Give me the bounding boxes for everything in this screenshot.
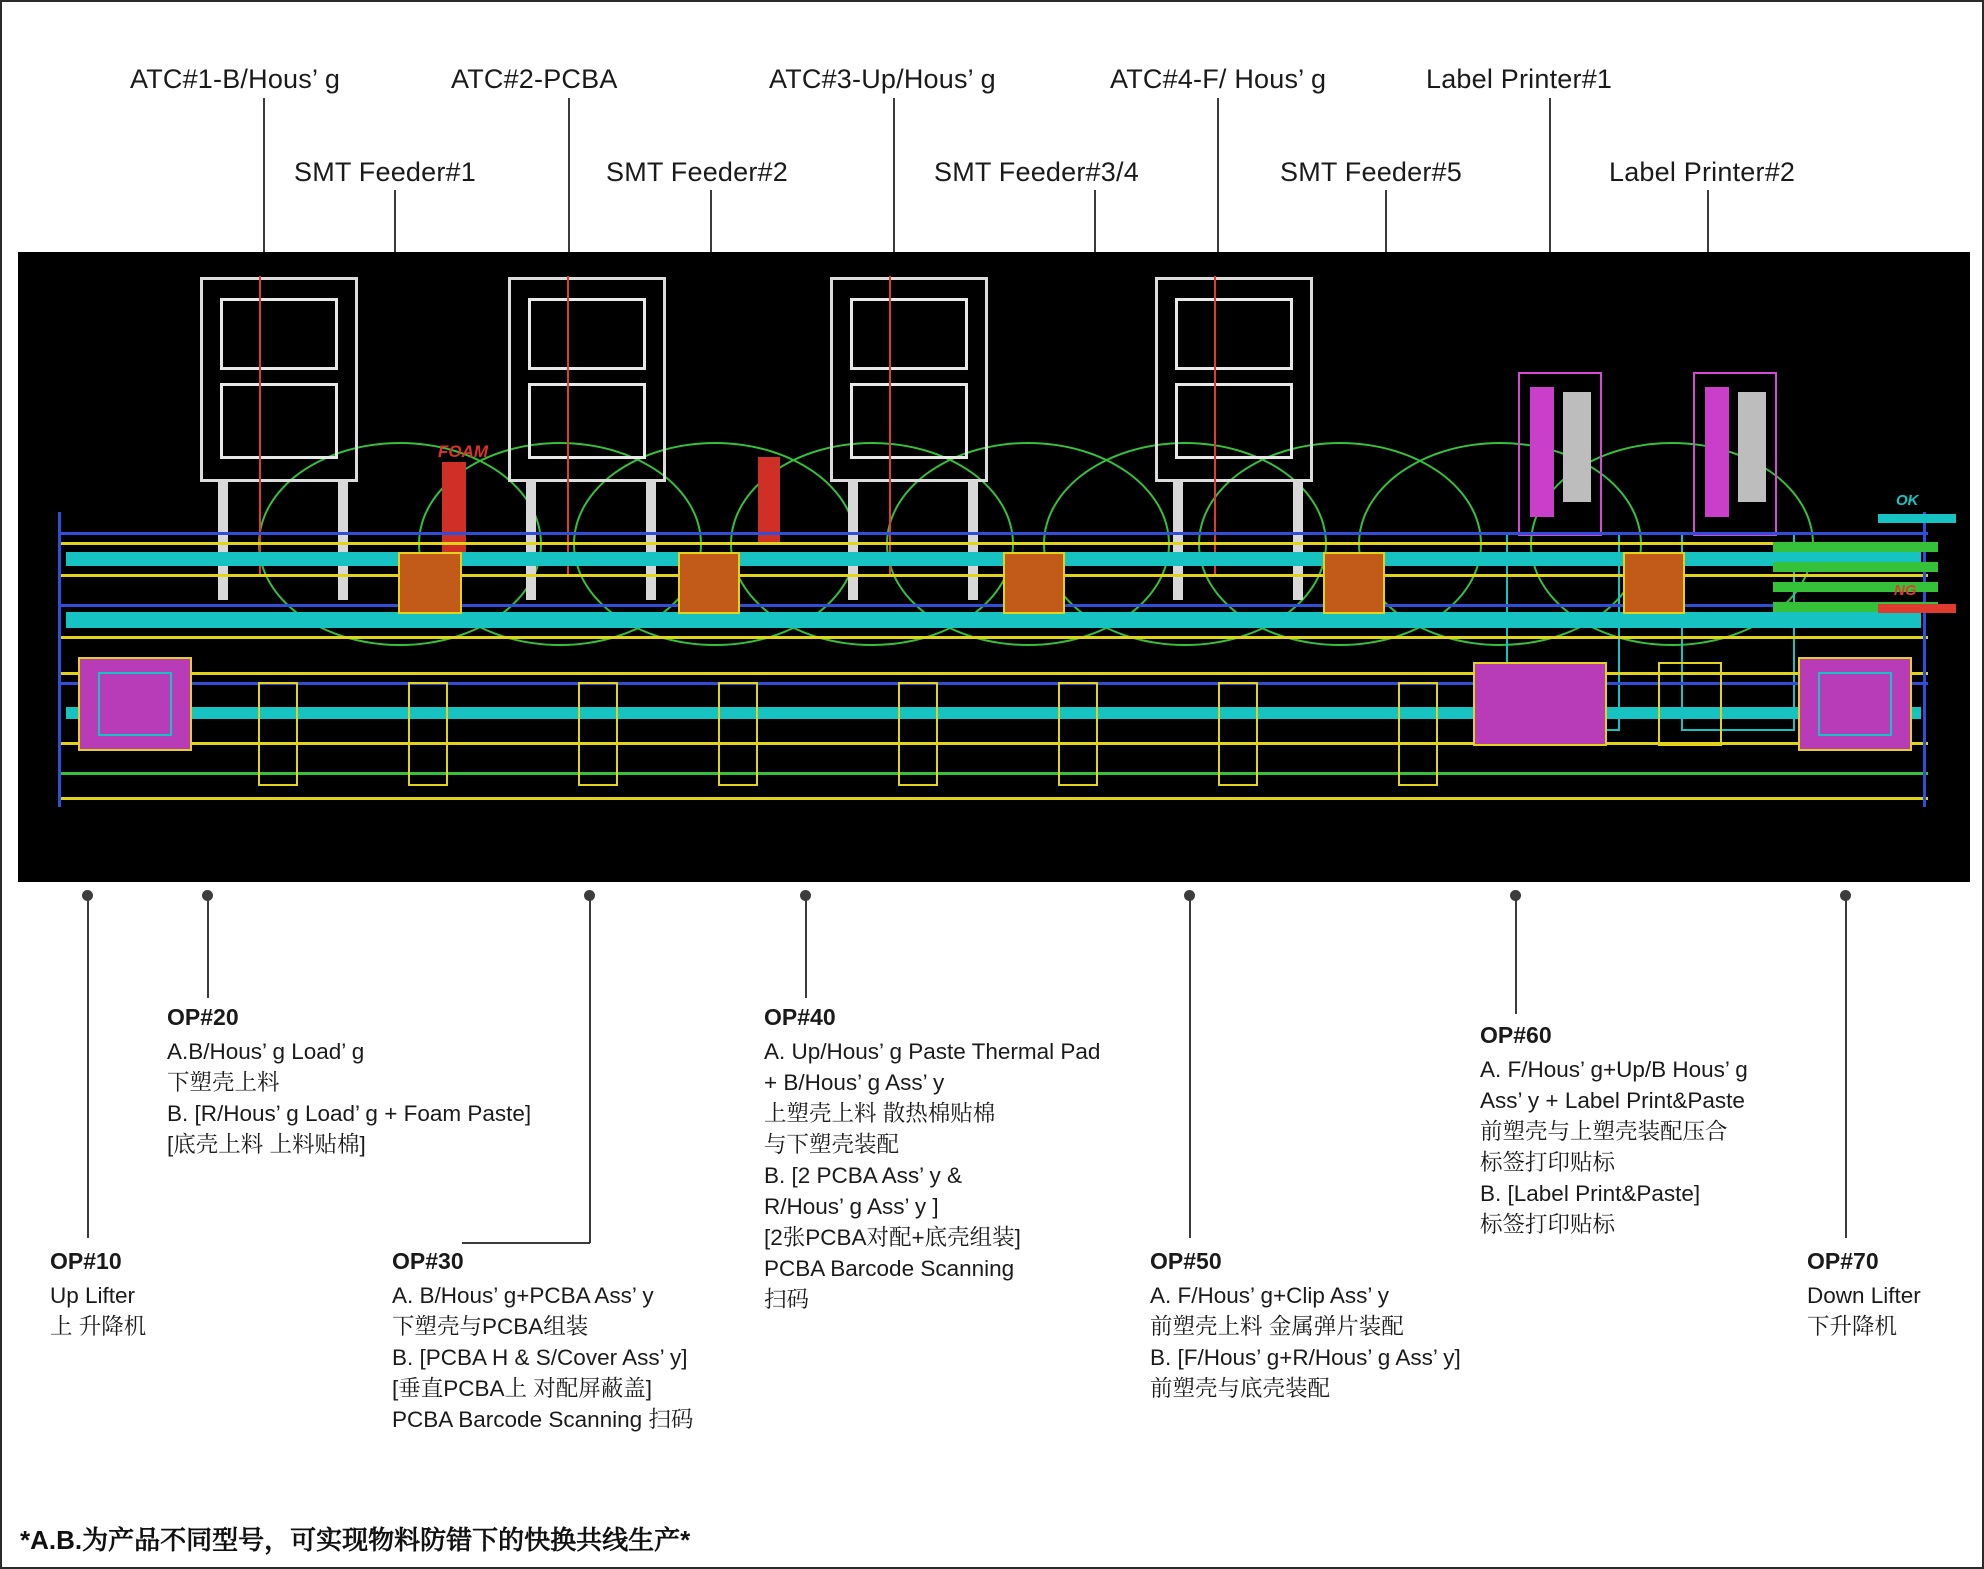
op60-line-1: Ass’ y + Label Print&Paste — [1480, 1088, 1745, 1113]
op40-line-8: 扫码 — [764, 1287, 810, 1312]
conveyor-rail-yellow-4 — [58, 672, 1928, 675]
op60-line-2: 前塑壳与上塑壳装配压合 — [1480, 1119, 1728, 1144]
station-lifter-up-inner — [98, 672, 172, 736]
op50-line-1: 前塑壳上料 金属弹片装配 — [1150, 1314, 1404, 1339]
op-block-op50 — [1150, 1246, 1600, 1404]
foam-chute-1 — [442, 462, 466, 552]
module-detail-3 — [578, 682, 618, 786]
op20-line-0: A.B/Hous’ g Load’ g — [167, 1039, 365, 1064]
op30-line-3: [垂直PCBA上 对配屏蔽盖] — [392, 1376, 653, 1401]
station-label-applicator-2 — [1658, 662, 1722, 746]
label-label-printer-1: Label Printer#1 — [1426, 64, 1613, 94]
op10-line-1: 上 升降机 — [50, 1314, 147, 1339]
label-smt-feeder-34: SMT Feeder#3/4 — [934, 157, 1139, 187]
op30-line-2: B. [PCBA H & S/Cover Ass’ y] — [392, 1345, 688, 1370]
ok-arrow-icon — [1878, 514, 1956, 523]
conveyor-rail-top — [58, 532, 1928, 535]
station-lifter-down-inner — [1818, 672, 1892, 736]
op40-line-2: 上塑壳上料 散热棉贴棉 — [764, 1101, 996, 1126]
op70-line-0: Down Lifter — [1807, 1283, 1921, 1308]
station-fixture-5 — [1623, 552, 1685, 614]
station-fixture-1 — [398, 552, 462, 614]
atc-leg-4a — [1173, 480, 1183, 600]
label-label-printer-2: Label Printer#2 — [1609, 157, 1796, 187]
op20-line-3: [底壳上料 上料贴棉] — [167, 1132, 366, 1157]
module-detail-1 — [258, 682, 298, 786]
module-detail-5 — [898, 682, 938, 786]
op60-line-4: B. [Label Print&Paste] — [1480, 1181, 1701, 1206]
conveyor-rail-yellow-3 — [58, 636, 1928, 639]
op60-line-3: 标签打印贴标 — [1480, 1150, 1616, 1175]
atc-leg-3b — [968, 480, 978, 600]
op60-title: OP#60 — [1480, 1022, 1552, 1048]
op40-line-1: + B/Hous’ g Ass’ y — [764, 1070, 945, 1095]
op40-line-4: B. [2 PCBA Ass’ y & — [764, 1163, 962, 1188]
op-block-op30 — [392, 1246, 812, 1435]
atc-leg-2a — [526, 480, 536, 600]
ng-arrow-icon — [1878, 604, 1956, 613]
label-printer-core-1 — [1530, 387, 1554, 517]
station-label-applicator-1 — [1473, 662, 1607, 746]
label-smt-feeder-1: SMT Feeder#1 — [294, 157, 476, 187]
module-detail-4 — [718, 682, 758, 786]
foam-label: FOAM — [438, 442, 489, 461]
op60-line-0: A. F/Hous’ g+Up/B Hous’ g — [1480, 1057, 1748, 1082]
station-fixture-4 — [1323, 552, 1385, 614]
conveyor-belt-main — [66, 612, 1921, 628]
module-detail-6 — [1058, 682, 1098, 786]
label-smt-feeder-5: SMT Feeder#5 — [1280, 157, 1462, 187]
foam-chute-2 — [758, 457, 780, 542]
leader-atc4 — [1217, 98, 1219, 270]
leader-atc1 — [263, 98, 265, 270]
op40-line-5: R/Hous’ g Ass’ y ] — [764, 1194, 939, 1219]
op-block-op70 — [1807, 1246, 1984, 1342]
atc-leg-1a — [218, 480, 228, 600]
leader-op20 — [207, 898, 209, 998]
atc-frame-2 — [508, 277, 666, 482]
leader-atc3 — [893, 98, 895, 270]
op30-line-4: PCBA Barcode Scanning 扫码 — [392, 1407, 694, 1432]
atc-frame-3 — [830, 277, 988, 482]
op10-line-0: Up Lifter — [50, 1283, 136, 1308]
atc-leg-1b — [338, 480, 348, 600]
leader-atc2 — [568, 98, 570, 270]
station-fixture-3 — [1003, 552, 1065, 614]
module-detail-8 — [1398, 682, 1438, 786]
atc-leg-3a — [848, 480, 858, 600]
outfeed-belt-1 — [1773, 542, 1938, 552]
module-detail-7 — [1218, 682, 1258, 786]
leader-op30-h — [462, 1242, 590, 1244]
op40-line-0: A. Up/Hous’ g Paste Thermal Pad — [764, 1039, 1101, 1064]
station-fixture-2 — [678, 552, 740, 614]
op70-title: OP#70 — [1807, 1248, 1879, 1274]
label-atc3: ATC#3-Up/Hous’ g — [769, 64, 996, 94]
label-printer-panel-1 — [1563, 392, 1591, 502]
op50-line-0: A. F/Hous’ g+Clip Ass’ y — [1150, 1283, 1390, 1308]
op60-line-5: 标签打印贴标 — [1480, 1212, 1616, 1237]
atc-frame-1 — [200, 277, 358, 482]
label-smt-feeder-2: SMT Feeder#2 — [606, 157, 788, 187]
atc-leg-2b — [646, 480, 656, 600]
op70-line-1: 下升降机 — [1807, 1314, 1898, 1339]
frame-right-post — [1923, 512, 1926, 807]
op-block-op60 — [1480, 1020, 1900, 1240]
footnote: *A.B.为产品不同型号，可实现物料防错下的快换共线生产* — [20, 1525, 691, 1555]
op20-line-2: B. [R/Hous’ g Load’ g + Foam Paste] — [167, 1101, 532, 1126]
op50-title: OP#50 — [1150, 1248, 1222, 1274]
label-atc1: ATC#1-B/Hous’ g — [130, 64, 341, 94]
leader-op60 — [1515, 898, 1517, 1014]
conveyor-rail-green — [58, 772, 1928, 775]
production-line-diagram — [18, 252, 1970, 882]
leader-op40 — [805, 898, 807, 998]
leader-op50 — [1189, 898, 1191, 1238]
ng-label: NG — [1894, 582, 1917, 599]
conveyor-rail-yellow-5 — [58, 742, 1928, 745]
op40-line-6: [2张PCBA对配+底壳组装] — [764, 1225, 1021, 1250]
module-detail-2 — [408, 682, 448, 786]
label-atc2: ATC#2-PCBA — [451, 64, 618, 94]
op30-title: OP#30 — [392, 1248, 464, 1274]
top-label-group — [2, 2, 1984, 252]
label-atc4: ATC#4-F/ Hous’ g — [1110, 64, 1327, 94]
op-block-op40 — [764, 1002, 1184, 1315]
conveyor-belt-return — [66, 707, 1921, 719]
ok-label: OK — [1896, 492, 1919, 509]
op-block-op10 — [50, 1246, 280, 1342]
op40-line-7: PCBA Barcode Scanning — [764, 1256, 1015, 1281]
op30-line-1: 下塑壳与PCBA组装 — [392, 1314, 589, 1339]
op50-line-2: B. [F/Hous’ g+R/Hous’ g Ass’ y] — [1150, 1345, 1461, 1370]
op50-line-3: 前塑壳与底壳装配 — [1150, 1376, 1331, 1401]
label-printer-panel-2 — [1738, 392, 1766, 502]
label-printer-core-2 — [1705, 387, 1729, 517]
atc-frame-4 — [1155, 277, 1313, 482]
outfeed-belt-2 — [1773, 562, 1938, 572]
op40-title: OP#40 — [764, 1004, 836, 1030]
conveyor-rail-yellow-6 — [58, 797, 1928, 800]
conveyor-rail-lower — [58, 682, 1928, 685]
frame-left-post — [58, 512, 61, 807]
op10-title: OP#10 — [50, 1248, 122, 1274]
op40-line-3: 与下塑壳装配 — [764, 1132, 900, 1157]
op20-line-1: 下塑壳上料 — [167, 1070, 280, 1095]
atc-leg-4b — [1293, 480, 1303, 600]
leader-op10 — [87, 898, 89, 1238]
op-block-op20 — [167, 1002, 597, 1160]
conveyor-rail-yellow-1 — [58, 542, 1928, 545]
op20-title: OP#20 — [167, 1004, 239, 1030]
op30-line-0: A. B/Hous’ g+PCBA Ass’ y — [392, 1283, 654, 1308]
